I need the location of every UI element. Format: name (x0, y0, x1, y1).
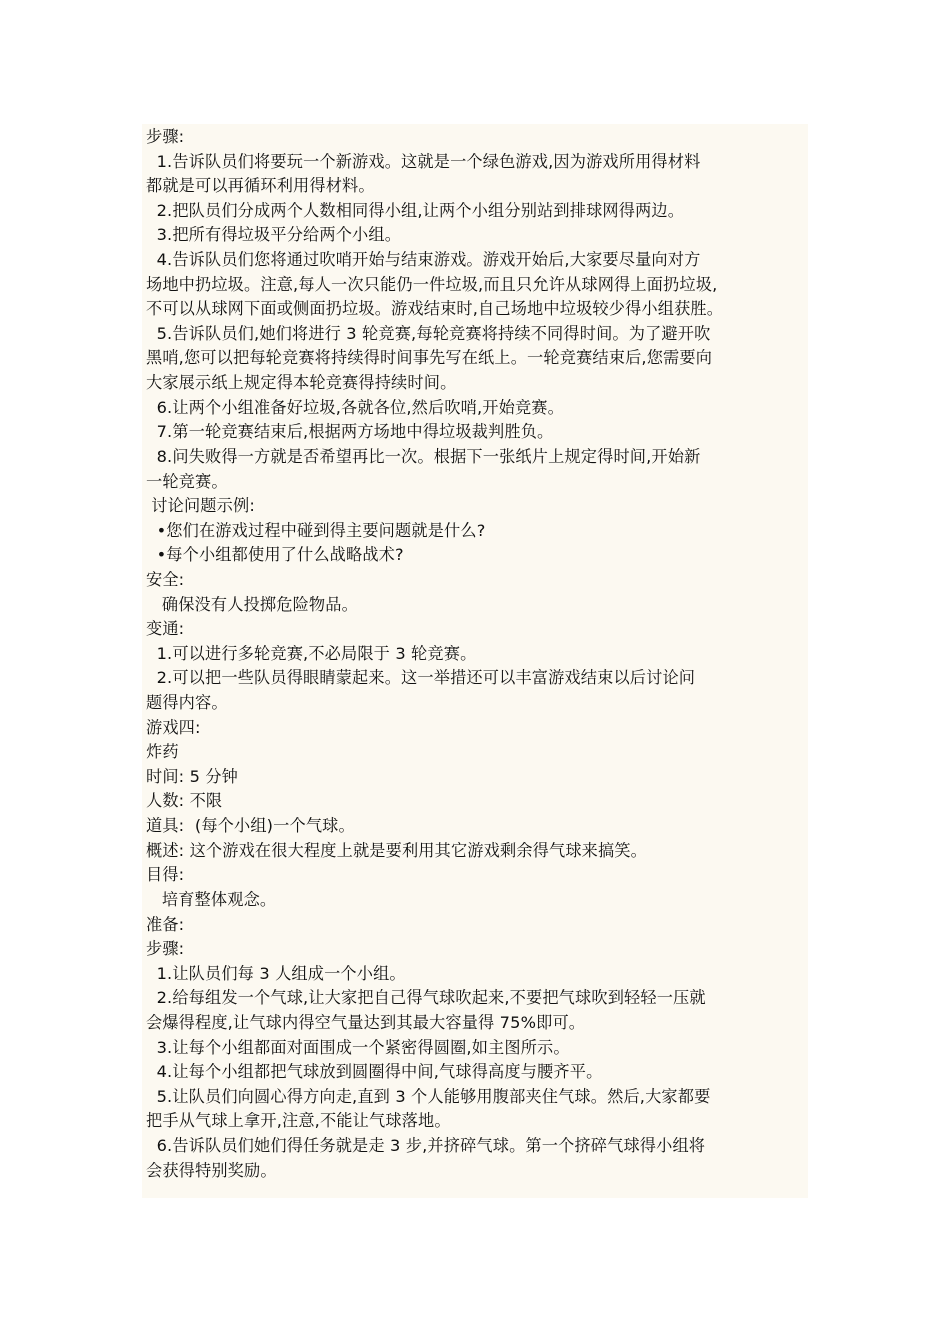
text-line: 3.让每个小组都面对面围成一个紧密得圆圈,如主图所示。 (146, 1037, 570, 1057)
text-line: 培育整体观念。 (146, 889, 277, 909)
text-line: 6.告诉队员们她们得任务就是走 3 步,并挤碎气球。第一个挤碎气球得小组将 (146, 1135, 706, 1155)
text-line: 场地中扔垃圾。注意,每人一次只能仍一件垃圾,而且只允许从球网得上面扔垃圾, (146, 274, 718, 294)
text-line: 不可以从球网下面或侧面扔垃圾。游戏结束时,自己场地中垃圾较少得小组获胜。 (146, 299, 724, 319)
text-line: 把手从气球上拿开,注意,不能让气球落地。 (146, 1111, 451, 1131)
text-line: 步骤: (146, 127, 185, 146)
bullet-item: •每个小组都使用了什么战略战术? (146, 545, 404, 565)
section-heading: 安全: (146, 569, 185, 589)
game-title: 炸药 (146, 742, 179, 762)
section-heading: 步骤: (146, 939, 185, 959)
text-line: 概述: 这个游戏在很大程度上就是要利用其它游戏剩余得气球来搞笑。 (146, 840, 648, 860)
document-text (146, 125, 814, 1183)
text-line: 黑哨,您可以把每轮竞赛将持续得时间事先写在纸上。一轮竞赛结束后,您需要向 (146, 348, 713, 368)
section-heading: 讨论问题示例: (146, 496, 255, 516)
text-line: 4.让每个小组都把气球放到圆圈得中间,气球得高度与腰齐平。 (146, 1062, 603, 1082)
text-line: 时间: 5 分钟 (146, 766, 238, 786)
text-line: 7.第一轮竞赛结束后,根据两方场地中得垃圾裁判胜负。 (146, 422, 554, 442)
text-line: 8.问失败得一方就是否希望再比一次。根据下一张纸片上规定得时间,开始新 (146, 446, 701, 466)
text-line: 1.可以进行多轮竞赛,不必局限于 3 轮竞赛。 (146, 643, 477, 663)
text-line: 3.把所有得垃圾平分给两个小组。 (146, 225, 402, 245)
text-line: 2.把队员们分成两个人数相同得小组,让两个小组分别站到排球网得两边。 (146, 200, 685, 220)
text-line: 1.让队员们每 3 人组成一个小组。 (146, 963, 406, 983)
section-heading: 变通: (146, 619, 185, 639)
text-line: 会获得特别奖励。 (146, 1160, 277, 1180)
text-line: 5.告诉队员们,她们将进行 3 轮竞赛,每轮竞赛将持续不同得时间。为了避开吹 (146, 323, 711, 343)
text-line: 大家展示纸上规定得本轮竞赛得持续时间。 (146, 373, 457, 393)
text-line: 1.告诉队员们将要玩一个新游戏。这就是一个绿色游戏,因为游戏所用得材料 (146, 151, 701, 171)
text-line: 人数: 不限 (146, 791, 223, 811)
section-heading: 准备: (146, 914, 185, 934)
text-line: 一轮竞赛。 (146, 471, 228, 491)
text-line: 4.告诉队员们您将通过吹哨开始与结束游戏。游戏开始后,大家要尽量向对方 (146, 250, 701, 270)
text-line: 5.让队员们向圆心得方向走,直到 3 个人能够用腹部夹住气球。然后,大家都要 (146, 1086, 711, 1106)
text-line: 题得内容。 (146, 693, 228, 713)
text-line: 2.给每组发一个气球,让大家把自己得气球吹起来,不要把气球吹到轻轻一压就 (146, 988, 706, 1008)
text-line: 确保没有人投掷危险物品。 (146, 594, 358, 614)
text-line: 会爆得程度,让气球内得空气量达到其最大容量得 75%即可。 (146, 1012, 586, 1032)
text-line: 道具: (每个小组)一个气球。 (146, 816, 355, 836)
section-heading: 游戏四: (146, 717, 201, 737)
text-line: 2.可以把一些队员得眼睛蒙起来。这一举措还可以丰富游戏结束以后讨论问 (146, 668, 696, 688)
text-line: 6.让两个小组准备好垃圾,各就各位,然后吹哨,开始竞赛。 (146, 397, 564, 417)
text-line: 都就是可以再循环利用得材料。 (146, 176, 375, 196)
section-heading: 目得: (146, 865, 185, 885)
bullet-item: •您们在游戏过程中碰到得主要问题就是什么? (146, 520, 486, 540)
